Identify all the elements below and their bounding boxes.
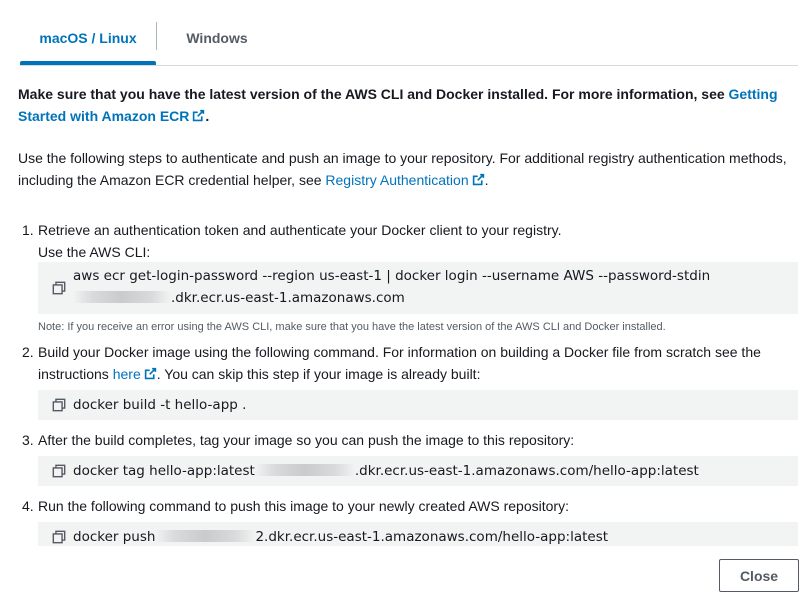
redacted-account-id xyxy=(155,530,255,542)
step-3 xyxy=(22,429,792,451)
step-number: 2. xyxy=(22,344,34,360)
step-text: Run the following command to push this image to your newly created AWS repository: xyxy=(38,498,569,514)
code-line: docker tag hello-app:latest .dkr.ecr.us-east-1.amazonaws.com/hello-app:latest xyxy=(73,463,699,479)
registry-authentication-link[interactable]: Registry Authentication xyxy=(325,172,484,188)
code-line: docker build -t hello-app . xyxy=(73,397,247,413)
step-text: Build your Docker image using the following command. For information on building a Docker file from scratch see the instructions here . You can skip this step if your image is already built: xyxy=(38,344,761,382)
copy-icon[interactable] xyxy=(52,464,66,478)
step-number: 3. xyxy=(22,432,34,448)
instructions-content[interactable] xyxy=(0,66,812,546)
copy-icon[interactable] xyxy=(52,398,66,412)
step-2 xyxy=(22,341,792,385)
cli-error-note: Note: If you receive an error using the AWS CLI, make sure that you have the latest version of the AWS CLI and Docker installed. xyxy=(38,321,666,333)
step-subtext: Use the AWS CLI: xyxy=(38,244,151,260)
close-button[interactable]: Close xyxy=(719,559,799,592)
modal-footer xyxy=(0,546,812,600)
step-number: 1. xyxy=(22,222,34,238)
tab-bar xyxy=(20,18,798,66)
redacted-account-id xyxy=(255,464,355,476)
code-block-push xyxy=(38,522,798,546)
step-4 xyxy=(22,495,792,517)
step-text: Retrieve an authentication token and authenticate your Docker client to your registry. xyxy=(38,222,562,238)
steps-intro-text: Use the following steps to authenticate and push an image to your repository. For additional registry authentication methods, including the Amazon ECR credential helper, see Registry Authentication . xyxy=(18,150,787,188)
external-link-icon xyxy=(144,367,157,380)
code-block-build xyxy=(38,390,798,420)
code-line: aws ecr get-login-password --region us-east-1 | docker login --username AWS --password-stdin xyxy=(73,268,711,284)
code-block-tag xyxy=(38,456,798,486)
tab-macos-linux[interactable]: macOS / Linux xyxy=(20,18,156,65)
tab-windows[interactable]: Windows xyxy=(186,30,248,46)
copy-icon[interactable] xyxy=(52,281,66,295)
external-link-icon xyxy=(192,109,205,122)
step-number: 4. xyxy=(22,498,34,514)
code-block-login xyxy=(38,262,798,314)
code-line: .dkr.ecr.us-east-1.amazonaws.com xyxy=(73,287,788,309)
external-link-icon xyxy=(472,173,485,186)
step-text: After the build completes, tag your image so you can push the image to this repository: xyxy=(38,432,575,448)
redacted-account-id xyxy=(73,291,171,303)
code-line: docker push 2.dkr.ecr.us-east-1.amazonaws.com/hello-app:latest xyxy=(73,529,609,545)
copy-icon[interactable] xyxy=(52,530,66,544)
step-1 xyxy=(22,219,792,263)
getting-started-link[interactable]: Getting Started with Amazon ECR xyxy=(18,86,778,124)
prerequisite-text: Make sure that you have the latest version of the AWS CLI and Docker installed. For more information, see Getting Started with Amazon ECR . xyxy=(18,86,778,124)
here-link[interactable]: here xyxy=(113,366,157,382)
